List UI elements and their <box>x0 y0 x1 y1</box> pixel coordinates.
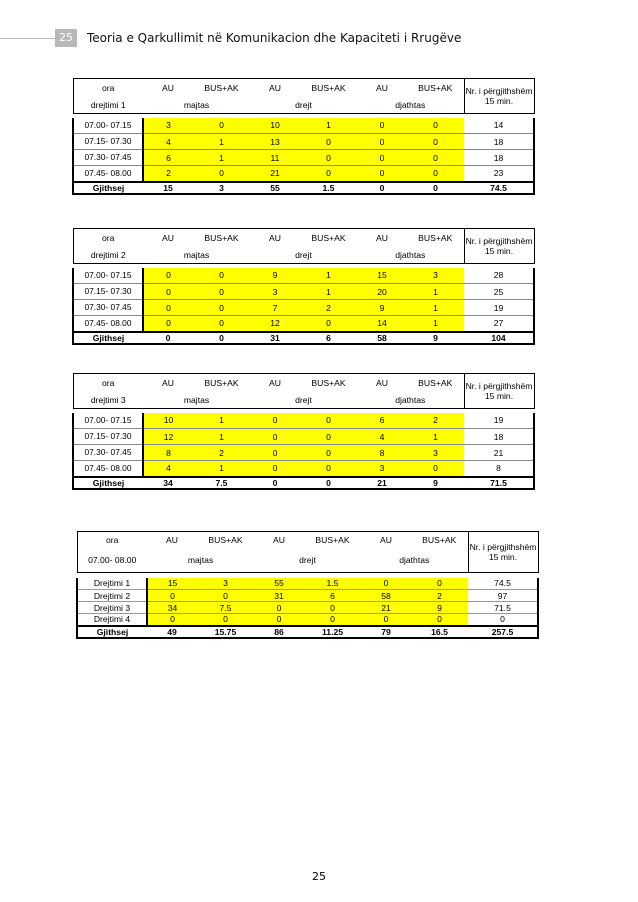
value-cell: 9 <box>357 300 407 316</box>
table-label: drejtimi 1 <box>73 97 143 114</box>
value-cell: 1.5 <box>304 578 361 590</box>
dir-djathtas: djathtas <box>357 392 464 409</box>
value-cell: 1 <box>407 284 464 300</box>
value-cell: 6 <box>143 150 193 166</box>
time-cell: 07.15- 07.30 <box>73 134 143 150</box>
value-cell: 2 <box>407 413 464 429</box>
total-cell: 0 <box>468 614 538 626</box>
time-cell: 07.30- 07.45 <box>73 445 143 461</box>
total-value: 1.5 <box>300 182 357 194</box>
page-header <box>0 28 638 50</box>
col-header-au: AU <box>250 374 300 392</box>
total-cell: 14 <box>464 118 534 134</box>
value-cell: 0 <box>193 316 250 332</box>
header-page-number: 25 <box>55 29 77 47</box>
value-cell: 11 <box>250 150 300 166</box>
col-header-bus-ak: BUS+AK <box>407 229 464 247</box>
total-value: 0 <box>143 332 193 344</box>
value-cell: 15 <box>357 268 407 284</box>
value-cell: 0 <box>357 118 407 134</box>
value-cell: 2 <box>411 590 468 602</box>
total-value: 15 <box>143 182 193 194</box>
value-cell: 0 <box>193 268 250 284</box>
time-cell: 07.45- 08.00 <box>73 316 143 332</box>
value-cell: 7 <box>250 300 300 316</box>
value-cell: 1 <box>300 268 357 284</box>
value-cell: 21 <box>361 602 411 614</box>
value-cell: 0 <box>197 590 254 602</box>
value-cell: 0 <box>361 578 411 590</box>
col-header-bus-ak: BUS+AK <box>411 532 468 549</box>
total-row <box>73 332 534 344</box>
value-cell: 0 <box>300 166 357 182</box>
col-header-bus-ak: BUS+AK <box>304 532 361 549</box>
traffic-table-drejtimi-1 <box>72 78 535 195</box>
value-cell: 1 <box>193 134 250 150</box>
col-header-au: AU <box>357 374 407 392</box>
header-rule <box>0 38 55 39</box>
total-value: 15.75 <box>197 626 254 638</box>
table-row <box>77 590 538 602</box>
value-cell: 31 <box>254 590 304 602</box>
value-cell: 0 <box>300 134 357 150</box>
value-cell: 3 <box>143 118 193 134</box>
header-row <box>73 374 534 392</box>
total-value: 31 <box>250 332 300 344</box>
table-label: drejtimi 2 <box>73 247 143 264</box>
table-row <box>73 445 534 461</box>
value-cell: 0 <box>143 268 193 284</box>
value-cell: 0 <box>407 118 464 134</box>
summary-table <box>76 531 539 639</box>
value-cell: 0 <box>250 461 300 477</box>
total-value: 11.25 <box>304 626 361 638</box>
value-cell: 3 <box>357 461 407 477</box>
total-cell: 18 <box>464 429 534 445</box>
total-value: 3 <box>193 182 250 194</box>
value-cell: 21 <box>250 166 300 182</box>
value-cell: 1 <box>193 461 250 477</box>
total-value: 9 <box>407 332 464 344</box>
total-row <box>77 626 538 638</box>
value-cell: 0 <box>357 150 407 166</box>
value-cell: 4 <box>143 134 193 150</box>
value-cell: 58 <box>361 590 411 602</box>
value-cell: 0 <box>250 429 300 445</box>
value-cell: 0 <box>254 602 304 614</box>
table-row <box>73 316 534 332</box>
value-cell: 0 <box>254 614 304 626</box>
col-header-bus-ak: BUS+AK <box>193 374 250 392</box>
total-label: Gjithsej <box>77 626 147 638</box>
col-header-nr: Nr. i përgjithshëm 15 min. <box>468 532 538 573</box>
value-cell: 0 <box>300 461 357 477</box>
value-cell: 0 <box>300 429 357 445</box>
total-cell: 25 <box>464 284 534 300</box>
col-header-bus-ak: BUS+AK <box>193 229 250 247</box>
time-cell: 07.15- 07.30 <box>73 429 143 445</box>
col-header-au: AU <box>250 79 300 97</box>
value-cell: 0 <box>304 602 361 614</box>
total-row <box>73 182 534 194</box>
total-row <box>73 477 534 489</box>
value-cell: 0 <box>250 445 300 461</box>
col-header-bus-ak: BUS+AK <box>197 532 254 549</box>
total-value: 58 <box>357 332 407 344</box>
time-cell: 07.30- 07.45 <box>73 300 143 316</box>
dir-drejt: drejt <box>250 97 357 114</box>
time-cell: 07.45- 08.00 <box>73 461 143 477</box>
table-row <box>77 602 538 614</box>
value-cell: 0 <box>197 614 254 626</box>
value-cell: 0 <box>193 300 250 316</box>
table-label: drejtimi 3 <box>73 392 143 409</box>
dir-majtas: majtas <box>143 247 250 264</box>
value-cell: 0 <box>411 578 468 590</box>
total-cell: 28 <box>464 268 534 284</box>
total-cell: 18 <box>464 150 534 166</box>
value-cell: 0 <box>143 300 193 316</box>
dir-djathtas: djathtas <box>357 247 464 264</box>
value-cell: 0 <box>357 166 407 182</box>
row-label: Drejtimi 2 <box>77 590 147 602</box>
total-label: Gjithsej <box>73 182 143 194</box>
value-cell: 0 <box>250 413 300 429</box>
value-cell: 4 <box>357 429 407 445</box>
col-header-au: AU <box>143 79 193 97</box>
value-cell: 1 <box>300 118 357 134</box>
table-row <box>77 614 538 626</box>
traffic-table-drejtimi-3 <box>72 373 535 490</box>
value-cell: 9 <box>250 268 300 284</box>
col-header-nr: Nr. i përgjithshëm 15 min. <box>464 79 534 114</box>
dir-drejt: drejt <box>254 549 361 573</box>
value-cell: 1 <box>407 316 464 332</box>
value-cell: 6 <box>304 590 361 602</box>
value-cell: 3 <box>250 284 300 300</box>
value-cell: 13 <box>250 134 300 150</box>
value-cell: 34 <box>147 602 197 614</box>
time-cell: 07.30- 07.45 <box>73 150 143 166</box>
value-cell: 0 <box>143 284 193 300</box>
value-cell: 9 <box>411 602 468 614</box>
total-value: 55 <box>250 182 300 194</box>
value-cell: 20 <box>357 284 407 300</box>
value-cell: 2 <box>143 166 193 182</box>
value-cell: 8 <box>143 445 193 461</box>
col-header-bus-ak: BUS+AK <box>300 229 357 247</box>
table-row <box>73 134 534 150</box>
value-cell: 12 <box>143 429 193 445</box>
value-cell: 0 <box>407 150 464 166</box>
value-cell: 1 <box>193 150 250 166</box>
total-cell: 19 <box>464 413 534 429</box>
total-label: Gjithsej <box>73 332 143 344</box>
header-title: Teoria e Qarkullimit në Komunikacion dhe Kapaciteti i Rrugëve <box>87 31 462 45</box>
value-cell: 2 <box>193 445 250 461</box>
col-header-ora: ora <box>73 229 143 247</box>
table-row <box>73 461 534 477</box>
value-cell: 1 <box>193 413 250 429</box>
dir-majtas: majtas <box>147 549 254 573</box>
value-cell: 1 <box>407 300 464 316</box>
row-label: Drejtimi 3 <box>77 602 147 614</box>
value-cell: 2 <box>300 300 357 316</box>
dir-djathtas: djathtas <box>361 549 468 573</box>
value-cell: 7.5 <box>197 602 254 614</box>
table-row <box>73 429 534 445</box>
total-cell: 97 <box>468 590 538 602</box>
value-cell: 0 <box>193 118 250 134</box>
total-value: 0 <box>300 477 357 489</box>
value-cell: 0 <box>407 134 464 150</box>
dir-majtas: majtas <box>143 392 250 409</box>
value-cell: 12 <box>250 316 300 332</box>
row-label: Drejtimi 1 <box>77 578 147 590</box>
value-cell: 3 <box>407 445 464 461</box>
value-cell: 1 <box>300 284 357 300</box>
time-cell: 07.00- 07.15 <box>73 118 143 134</box>
total-cell: 23 <box>464 166 534 182</box>
value-cell: 0 <box>193 284 250 300</box>
total-value: 21 <box>357 477 407 489</box>
time-cell: 07.00- 07.15 <box>73 268 143 284</box>
footer-page-number: 25 <box>312 870 326 883</box>
col-header-bus-ak: BUS+AK <box>300 79 357 97</box>
value-cell: 0 <box>407 461 464 477</box>
col-header-au: AU <box>357 229 407 247</box>
value-cell: 0 <box>304 614 361 626</box>
table-row <box>73 268 534 284</box>
total-value: 0 <box>357 182 407 194</box>
col-header-au: AU <box>361 532 411 549</box>
value-cell: 3 <box>197 578 254 590</box>
value-cell: 10 <box>143 413 193 429</box>
value-cell: 1 <box>193 429 250 445</box>
col-header-bus-ak: BUS+AK <box>300 374 357 392</box>
table-row <box>73 413 534 429</box>
value-cell: 10 <box>250 118 300 134</box>
value-cell: 0 <box>300 316 357 332</box>
col-header-au: AU <box>250 229 300 247</box>
time-cell: 07.00- 07.15 <box>73 413 143 429</box>
header-row <box>77 532 538 549</box>
total-cell: 27 <box>464 316 534 332</box>
total-value: 6 <box>300 332 357 344</box>
total-cell: 8 <box>464 461 534 477</box>
total-value: 257.5 <box>468 626 538 638</box>
value-cell: 4 <box>143 461 193 477</box>
traffic-table-drejtimi-2 <box>72 228 535 345</box>
total-cell: 74.5 <box>468 578 538 590</box>
total-value: 9 <box>407 477 464 489</box>
total-cell: 18 <box>464 134 534 150</box>
value-cell: 0 <box>361 614 411 626</box>
total-cell: 71.5 <box>468 602 538 614</box>
value-cell: 0 <box>143 316 193 332</box>
value-cell: 14 <box>357 316 407 332</box>
total-value: 0 <box>193 332 250 344</box>
value-cell: 3 <box>407 268 464 284</box>
value-cell: 0 <box>147 614 197 626</box>
total-value: 104 <box>464 332 534 344</box>
col-header-ora: ora <box>77 532 147 549</box>
total-value: 34 <box>143 477 193 489</box>
col-header-nr: Nr. i përgjithshëm 15 min. <box>464 229 534 264</box>
total-value: 7.5 <box>193 477 250 489</box>
total-value: 71.5 <box>464 477 534 489</box>
dir-majtas: majtas <box>143 97 250 114</box>
total-value: 79 <box>361 626 411 638</box>
time-cell: 07.45- 08.00 <box>73 166 143 182</box>
col-header-nr: Nr. i përgjithshëm 15 min. <box>464 374 534 409</box>
value-cell: 0 <box>300 413 357 429</box>
table-row <box>73 150 534 166</box>
value-cell: 55 <box>254 578 304 590</box>
col-header-ora: ora <box>73 374 143 392</box>
value-cell: 0 <box>193 166 250 182</box>
header-row <box>73 229 534 247</box>
value-cell: 0 <box>411 614 468 626</box>
total-value: 74.5 <box>464 182 534 194</box>
header-row <box>73 79 534 97</box>
dir-djathtas: djathtas <box>357 97 464 114</box>
value-cell: 0 <box>147 590 197 602</box>
total-value: 16.5 <box>411 626 468 638</box>
total-value: 86 <box>254 626 304 638</box>
table-row <box>73 118 534 134</box>
col-header-au: AU <box>147 532 197 549</box>
col-header-bus-ak: BUS+AK <box>407 374 464 392</box>
col-header-au: AU <box>357 79 407 97</box>
col-header-au: AU <box>143 374 193 392</box>
table-row <box>77 578 538 590</box>
dir-drejt: drejt <box>250 392 357 409</box>
time-label: 07.00- 08.00 <box>77 549 147 573</box>
row-label: Drejtimi 4 <box>77 614 147 626</box>
table-row <box>73 166 534 182</box>
time-cell: 07.15- 07.30 <box>73 284 143 300</box>
table-row <box>73 284 534 300</box>
col-header-au: AU <box>254 532 304 549</box>
value-cell: 0 <box>357 134 407 150</box>
col-header-bus-ak: BUS+AK <box>193 79 250 97</box>
total-label: Gjithsej <box>73 477 143 489</box>
value-cell: 0 <box>300 445 357 461</box>
table-row <box>73 300 534 316</box>
value-cell: 6 <box>357 413 407 429</box>
dir-drejt: drejt <box>250 247 357 264</box>
total-cell: 21 <box>464 445 534 461</box>
value-cell: 0 <box>300 150 357 166</box>
total-value: 49 <box>147 626 197 638</box>
col-header-au: AU <box>143 229 193 247</box>
value-cell: 15 <box>147 578 197 590</box>
col-header-ora: ora <box>73 79 143 97</box>
total-cell: 19 <box>464 300 534 316</box>
value-cell: 8 <box>357 445 407 461</box>
col-header-bus-ak: BUS+AK <box>407 79 464 97</box>
total-value: 0 <box>407 182 464 194</box>
total-value: 0 <box>250 477 300 489</box>
value-cell: 0 <box>407 166 464 182</box>
value-cell: 1 <box>407 429 464 445</box>
